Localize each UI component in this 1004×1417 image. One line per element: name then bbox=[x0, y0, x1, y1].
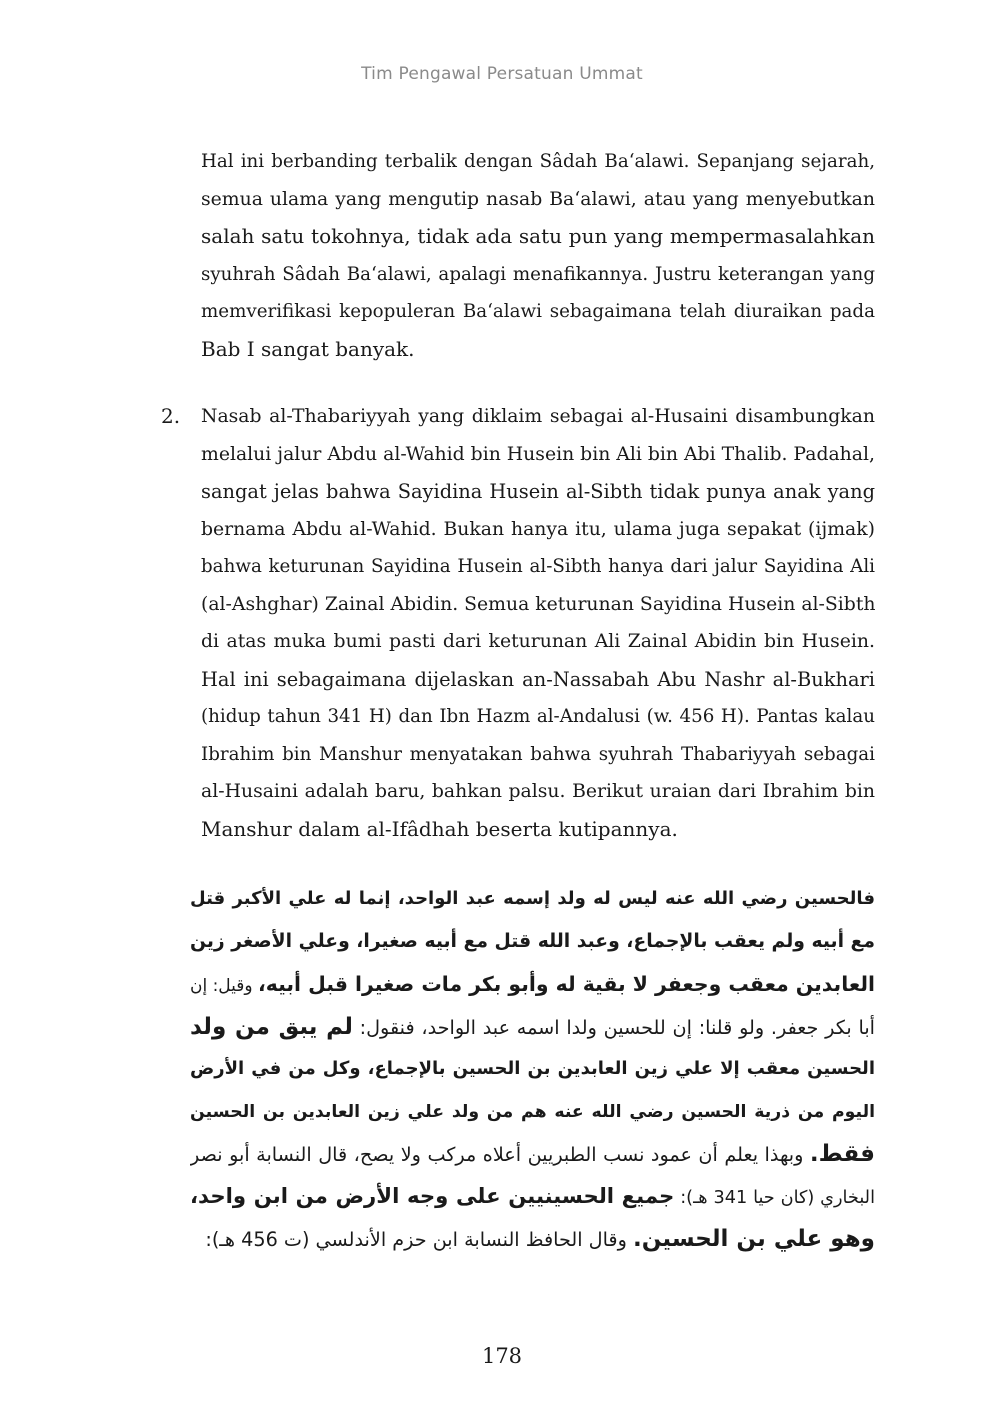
arabic-text: وهو علي بن الحسين. bbox=[632, 1226, 875, 1252]
arabic-text: أبا بكر جعفر. ولو قلنا: إن للحسين ولدا اسمه عبد الواحد، فنقول: bbox=[352, 1015, 875, 1039]
arabic-text: وقيل: إن bbox=[190, 976, 258, 996]
paragraph-1-line: memverifikasi kepopuleran Ba‘alawi sebagaimana telah diuraikan pada bbox=[201, 301, 875, 322]
arabic-line bbox=[190, 1218, 875, 1261]
arabic-text: وبهذا يعلم أن عمود نسب الطبريين أعلاه مركب ولا يصح، قال النسابة أبو نصر bbox=[190, 1143, 810, 1166]
arabic-text: البخاري (كان حيا 341 هـ): bbox=[674, 1187, 875, 1208]
list-item-2-line: Nasab al-Thabariyyah yang diklaim sebagai al-Husaini disambungkan bbox=[201, 406, 875, 427]
paragraph-1-line: Hal ini berbanding terbalik dengan Sâdah Ba‘alawi. Sepanjang sejarah, bbox=[201, 151, 875, 172]
arabic-line bbox=[190, 1006, 875, 1049]
list-item-2-line: bahwa keturunan Sayidina Husein al-Sibth hanya dari jalur Sayidina Ali bbox=[201, 556, 875, 577]
arabic-text: اليوم من ذرية الحسين رضي الله عنه هم من ولد علي زين العابدين بن الحسين bbox=[190, 1101, 875, 1122]
arabic-line bbox=[190, 963, 875, 1006]
list-item-2-line: (al-Ashghar) Zainal Abidin. Semua keturunan Sayidina Husein al-Sibth bbox=[201, 593, 876, 615]
arabic-text: لم يبق من ولد bbox=[190, 1013, 353, 1040]
arabic-text: العابدين معقب وجعفر لا بقية له وأبو بكر مات صغيرا قبل أبيه، bbox=[257, 972, 875, 996]
list-item-2-line: melalui jalur Abdu al-Wahid bin Husein bin Ali bin Abi Thalib. Padahal, bbox=[201, 443, 875, 465]
list-item-2-line: (hidup tahun 341 H) dan Ibn Hazm al-Andalusi (w. 456 H). Pantas kalau bbox=[201, 706, 875, 727]
arabic-text: فالحسين رضي الله عنه ليس له ولد إسمه عبد الواحد، إنما له علي الأكبر قتل bbox=[190, 888, 875, 909]
paragraph-1-line: semua ulama yang mengutip nasab Ba‘alawi, atau yang menyebutkan bbox=[201, 188, 875, 210]
list-item-2-line: Manshur dalam al-Ifâdhah beserta kutipannya. bbox=[201, 816, 678, 841]
arabic-text: مع أبيه ولم يعقب بالإجماع، وعبد الله قتل مع أبيه صغيرا، وعلي الأصغر زين bbox=[190, 930, 875, 952]
arabic-text: جميع الحسينيين على وجه الأرض من ابن واحد، bbox=[190, 1183, 675, 1209]
arabic-line bbox=[190, 1133, 875, 1176]
paragraph-1-line: syuhrah Sâdah Ba‘alawi, apalagi menafikannya. Justru keterangan yang bbox=[201, 263, 875, 285]
list-item-2-line: bernama Abdu al-Wahid. Bukan hanya itu, ulama juga sepakat (ijmak) bbox=[201, 518, 875, 540]
arabic-line bbox=[190, 1091, 875, 1134]
arabic-quotation bbox=[190, 878, 875, 1261]
arabic-line bbox=[190, 1176, 875, 1219]
arabic-line bbox=[190, 878, 875, 921]
arabic-line bbox=[190, 921, 875, 964]
page-number: 178 bbox=[481, 1344, 523, 1368]
arabic-text: فقط. bbox=[809, 1141, 875, 1167]
arabic-line bbox=[190, 1048, 875, 1091]
arabic-text: الحسين معقب إلا علي زين العابدين بن الحسين بالإجماع، وكل من في الأرض bbox=[190, 1058, 875, 1079]
list-item-number: 2. bbox=[161, 404, 181, 428]
list-item-2-line: Hal ini sebagaimana dijelaskan an-Nassabah Abu Nashr al-Bukhari bbox=[201, 667, 875, 691]
list-item-2-line: sangat jelas bahwa Sayidina Husein al-Sibth tidak punya anak yang bbox=[201, 480, 875, 503]
paragraph-1-line: salah satu tokohnya, tidak ada satu pun yang mempermasalahkan bbox=[201, 224, 875, 248]
paragraph-1 bbox=[201, 143, 875, 368]
list-item-2-line: Ibrahim bin Manshur menyatakan bahwa syuhrah Thabariyyah sebagai bbox=[201, 743, 875, 765]
running-header: Tim Pengawal Persatuan Ummat bbox=[361, 64, 643, 84]
list-item-2-line: al-Husaini adalah baru, bahkan palsu. Berikut uraian dari Ibrahim bin bbox=[201, 781, 875, 802]
list-item-2-text bbox=[201, 398, 875, 848]
list-item-2-line: di atas muka bumi pasti dari keturunan Ali Zainal Abidin bin Husein. bbox=[201, 631, 875, 652]
paragraph-1-line: Bab I sangat banyak. bbox=[201, 336, 415, 361]
arabic-text: وقال الحافظ النسابة ابن حزم الأندلسي (ت 456 هـ): bbox=[205, 1228, 633, 1251]
